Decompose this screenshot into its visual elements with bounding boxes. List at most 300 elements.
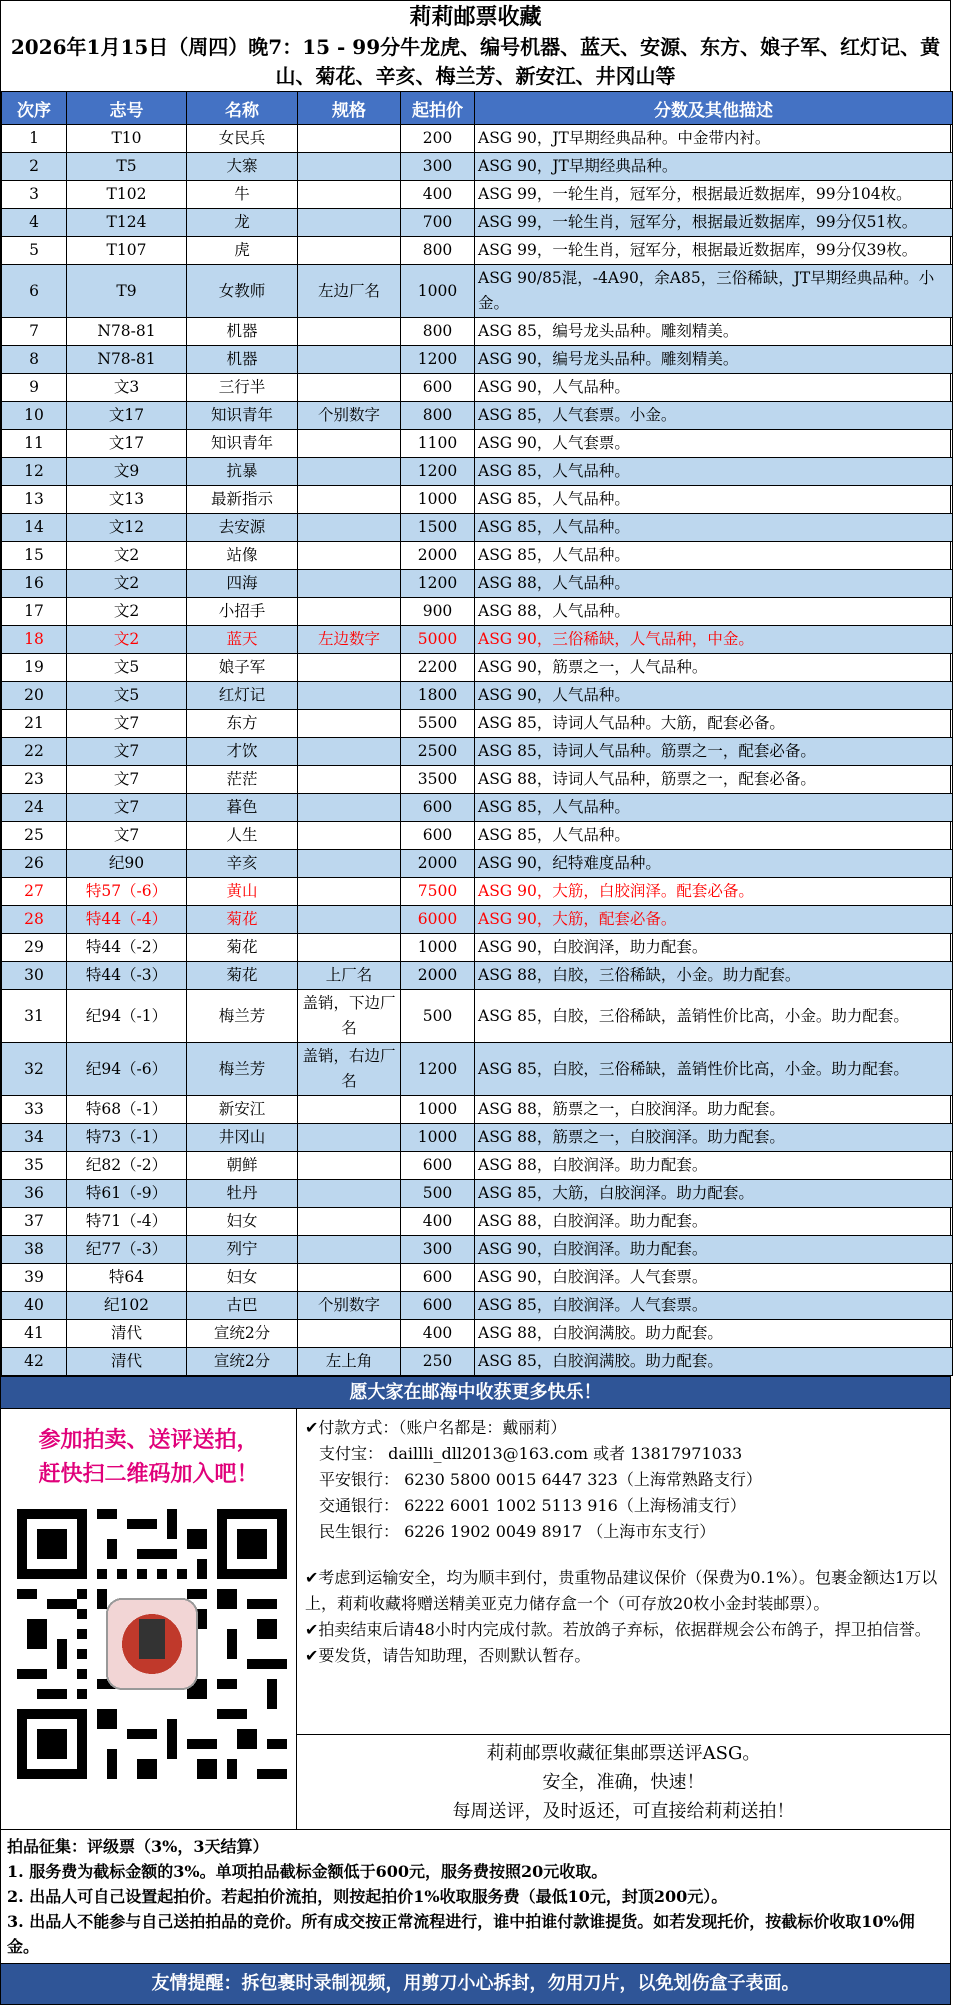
lot-spec [298, 1124, 401, 1152]
lot-start-price: 900 [401, 598, 475, 626]
lot-spec: 上厂名 [298, 962, 401, 990]
lot-spec [298, 209, 401, 237]
lot-start-price: 500 [401, 1180, 475, 1208]
lot-start-price: 400 [401, 1320, 475, 1348]
lot-name: 红灯记 [187, 682, 298, 710]
lot-spec [298, 1180, 401, 1208]
lot-description: ASG 85，编号龙头品种。雕刻精美。 [475, 318, 953, 346]
table-row [2, 1236, 953, 1264]
lot-number: 30 [2, 962, 67, 990]
lot-number: 18 [2, 626, 67, 654]
lot-name: 茫茫 [187, 766, 298, 794]
lot-name: 虎 [187, 237, 298, 265]
lot-number: 39 [2, 1264, 67, 1292]
lot-spec [298, 878, 401, 906]
lot-start-price: 1200 [401, 570, 475, 598]
lot-code: 纪82（-2） [67, 1152, 187, 1180]
lot-number: 6 [2, 265, 67, 318]
lot-number: 40 [2, 1292, 67, 1320]
lot-name: 梅兰芳 [187, 1043, 298, 1096]
lot-description: ASG 99，一轮生肖，冠军分，根据最近数据库，99分仅39枚。 [475, 237, 953, 265]
lot-start-price: 800 [401, 237, 475, 265]
lot-number: 1 [2, 125, 67, 153]
lot-number: 25 [2, 822, 67, 850]
lot-name: 朝鲜 [187, 1152, 298, 1180]
table-row [2, 934, 953, 962]
lot-start-price: 1500 [401, 514, 475, 542]
lot-number: 12 [2, 458, 67, 486]
sheet-subtitle: 2026年1月15日（周四）晚7：15 - 99分牛龙虎、编号机器、蓝天、安源、东方、娘子军、红灯记、黄山、菊花、辛亥、梅兰芳、新安江、井冈山等 [10, 35, 941, 88]
rule-3: 3. 出品人不能参与自己送拍拍品的竞价。所有成交按正常流程进行，谁中拍谁付款谁提货。如若发现托价，按截标价收取10%佣金。 [7, 1912, 915, 1956]
lot-spec: 个别数字 [298, 402, 401, 430]
lot-name: 去安源 [187, 514, 298, 542]
lot-description: ASG 88，筋票之一，白胶润泽。助力配套。 [475, 1124, 953, 1152]
lot-description: ASG 90，三俗稀缺，人气品种，中金。 [475, 626, 953, 654]
table-row [2, 486, 953, 514]
lot-description: ASG 85，诗词人气品种。筋票之一，配套必备。 [475, 738, 953, 766]
lot-name: 娘子军 [187, 654, 298, 682]
lot-description: ASG 90，白胶润泽，助力配套。 [475, 934, 953, 962]
slogan [297, 1735, 950, 1826]
lot-spec [298, 570, 401, 598]
lot-start-price: 800 [401, 318, 475, 346]
lot-name: 新安江 [187, 1096, 298, 1124]
lot-name: 最新指示 [187, 486, 298, 514]
lot-code: 文7 [67, 794, 187, 822]
table-row [2, 1180, 953, 1208]
lot-spec [298, 850, 401, 878]
lot-description: ASG 90，白胶润泽。人气套票。 [475, 1264, 953, 1292]
lot-number: 26 [2, 850, 67, 878]
lot-name: 站像 [187, 542, 298, 570]
lot-description: ASG 90/85混，-4A90，余A85，三俗稀缺，JT早期经典品种。小金。 [475, 265, 953, 318]
lot-spec [298, 374, 401, 402]
sheet-header [1, 1, 950, 91]
lot-description: ASG 88，白胶，三俗稀缺，小金。助力配套。 [475, 962, 953, 990]
promo-text [1, 1423, 296, 1491]
bank-account-pingan: 平安银行： 6230 5800 0015 6447 323（上海常熟路支行） [319, 1470, 762, 1489]
lot-code: T102 [67, 181, 187, 209]
lot-start-price: 200 [401, 125, 475, 153]
lot-name: 菊花 [187, 906, 298, 934]
table-row [2, 906, 953, 934]
payment-info [297, 1409, 950, 1735]
lot-number: 42 [2, 1348, 67, 1376]
table-row [2, 1152, 953, 1180]
lot-number: 41 [2, 1320, 67, 1348]
lot-spec [298, 430, 401, 458]
lot-name: 列宁 [187, 1236, 298, 1264]
lot-spec [298, 794, 401, 822]
lot-description: ASG 90，编号龙头品种。雕刻精美。 [475, 346, 953, 374]
table-row [2, 1208, 953, 1236]
table-row [2, 990, 953, 1043]
lot-description: ASG 90，纪特难度品种。 [475, 850, 953, 878]
shipping-note: ✔考虑到运输安全，均为顺丰到付，贵重物品建议保价（保费为0.1%）。包裹金额达1万以上，莉莉收藏将赠送精美亚克力储存盒一个（可存放20枚小金封装邮票）。 [305, 1568, 938, 1613]
lot-start-price: 1800 [401, 682, 475, 710]
lot-name: 大寨 [187, 153, 298, 181]
table-row [2, 794, 953, 822]
lot-start-price: 250 [401, 1348, 475, 1376]
table-row [2, 598, 953, 626]
table-row [2, 265, 953, 318]
lot-start-price: 400 [401, 1208, 475, 1236]
lot-code: 文7 [67, 822, 187, 850]
lot-description: ASG 85，白胶，三俗稀缺，盖销性价比高，小金。助力配套。 [475, 990, 953, 1043]
table-row [2, 318, 953, 346]
table-row [2, 374, 953, 402]
table-row [2, 1292, 953, 1320]
lot-description: ASG 85，白胶润满胶。助力配套。 [475, 1348, 953, 1376]
lot-number: 4 [2, 209, 67, 237]
col-header-order: 次序 [2, 92, 67, 125]
lot-description: ASG 88，人气品种。 [475, 598, 953, 626]
lot-code: 特57（-6） [67, 878, 187, 906]
table-row [2, 626, 953, 654]
lot-description: ASG 85，人气品种。 [475, 794, 953, 822]
lot-number: 19 [2, 654, 67, 682]
lot-description: ASG 85，人气品种。 [475, 822, 953, 850]
lot-spec [298, 542, 401, 570]
lot-spec [298, 1236, 401, 1264]
lot-description: ASG 90，JT早期经典品种。 [475, 153, 953, 181]
lot-spec [298, 181, 401, 209]
lot-name: 菊花 [187, 962, 298, 990]
lot-name: 宣统2分 [187, 1348, 298, 1376]
lot-number: 36 [2, 1180, 67, 1208]
lot-spec [298, 458, 401, 486]
lot-code: 文7 [67, 738, 187, 766]
lot-start-price: 600 [401, 374, 475, 402]
slogan-line-2: 安全，准确，快速！ [542, 1772, 705, 1793]
lot-start-price: 3500 [401, 766, 475, 794]
lot-spec [298, 1208, 401, 1236]
lot-code: 文2 [67, 542, 187, 570]
lot-spec [298, 237, 401, 265]
lots-body [2, 125, 953, 1376]
col-header-name: 名称 [187, 92, 298, 125]
lot-name: 牛 [187, 181, 298, 209]
lot-number: 27 [2, 878, 67, 906]
lot-name: 机器 [187, 346, 298, 374]
lot-number: 33 [2, 1096, 67, 1124]
lot-code: 纪77（-3） [67, 1236, 187, 1264]
lot-spec [298, 1320, 401, 1348]
table-row [2, 153, 953, 181]
lot-description: ASG 85，人气品种。 [475, 514, 953, 542]
lot-description: ASG 85，白胶润泽。人气套票。 [475, 1292, 953, 1320]
lot-code: 文17 [67, 402, 187, 430]
lot-description: ASG 88，筋票之一，白胶润泽。助力配套。 [475, 1096, 953, 1124]
lot-name: 女民兵 [187, 125, 298, 153]
lot-spec [298, 934, 401, 962]
payment-panel [297, 1409, 950, 1829]
lot-start-price: 1100 [401, 430, 475, 458]
lot-description: ASG 85，人气品种。 [475, 486, 953, 514]
lot-name: 黄山 [187, 878, 298, 906]
lot-code: 纪94（-1） [67, 990, 187, 1043]
lot-start-price: 300 [401, 153, 475, 181]
table-row [2, 962, 953, 990]
lot-spec: 盖销，下边厂名 [298, 990, 401, 1043]
lot-start-price: 5000 [401, 626, 475, 654]
lot-code: T107 [67, 237, 187, 265]
table-row [2, 850, 953, 878]
lot-start-price: 1000 [401, 934, 475, 962]
lot-name: 菊花 [187, 934, 298, 962]
lot-start-price: 2000 [401, 542, 475, 570]
lot-description: ASG 90，筋票之一，人气品种。 [475, 654, 953, 682]
bank-account-cmbc: 民生银行： 6226 1902 0049 8917 （上海市东支行） [319, 1522, 716, 1541]
lot-number: 3 [2, 181, 67, 209]
table-row [2, 570, 953, 598]
lot-start-price: 600 [401, 822, 475, 850]
rules-heading: 拍品征集：评级票（3%，3天结算） [7, 1837, 269, 1856]
lot-name: 知识青年 [187, 402, 298, 430]
lot-code: 纪94（-6） [67, 1043, 187, 1096]
lot-start-price: 1000 [401, 486, 475, 514]
lot-start-price: 600 [401, 794, 475, 822]
lot-start-price: 1000 [401, 1124, 475, 1152]
info-section [1, 1408, 950, 1829]
lot-name: 抗暴 [187, 458, 298, 486]
lot-spec [298, 682, 401, 710]
lot-number: 20 [2, 682, 67, 710]
lot-code: 文7 [67, 766, 187, 794]
lot-name: 牡丹 [187, 1180, 298, 1208]
table-row [2, 542, 953, 570]
lot-number: 35 [2, 1152, 67, 1180]
table-row [2, 125, 953, 153]
lot-description: ASG 88，白胶润泽。助力配套。 [475, 1208, 953, 1236]
lot-spec: 左边数字 [298, 626, 401, 654]
lot-description: ASG 85，大筋，白胶润泽。助力配套。 [475, 1180, 953, 1208]
lot-description: ASG 85，白胶，三俗稀缺，盖销性价比高，小金。助力配套。 [475, 1043, 953, 1096]
lot-code: 特44（-3） [67, 962, 187, 990]
lot-number: 34 [2, 1124, 67, 1152]
qr-code-icon[interactable] [17, 1509, 287, 1779]
lot-spec [298, 822, 401, 850]
lot-start-price: 600 [401, 1292, 475, 1320]
lots-table [1, 91, 953, 1376]
table-row [2, 514, 953, 542]
lot-code: 文12 [67, 514, 187, 542]
lot-code: 特44（-2） [67, 934, 187, 962]
lot-name: 妇女 [187, 1264, 298, 1292]
lot-number: 31 [2, 990, 67, 1043]
lot-name: 龙 [187, 209, 298, 237]
lot-description: ASG 85，人气套票。小金。 [475, 402, 953, 430]
lot-code: 文7 [67, 710, 187, 738]
lot-description: ASG 88，白胶润泽。助力配套。 [475, 1152, 953, 1180]
lot-number: 10 [2, 402, 67, 430]
promo-panel [1, 1409, 297, 1829]
lot-number: 37 [2, 1208, 67, 1236]
lot-spec [298, 1096, 401, 1124]
lot-code: 文5 [67, 682, 187, 710]
col-header-desc: 分数及其他描述 [475, 92, 953, 125]
lot-start-price: 800 [401, 402, 475, 430]
lot-spec [298, 1152, 401, 1180]
lot-start-price: 600 [401, 1152, 475, 1180]
lot-number: 8 [2, 346, 67, 374]
lot-code: T5 [67, 153, 187, 181]
table-row [2, 654, 953, 682]
lot-name: 女教师 [187, 265, 298, 318]
lot-spec [298, 598, 401, 626]
rule-2: 2. 出品人可自己设置起拍价。若起拍价流拍，则按起拍价1%收取服务费（最低10元，封顶200元）。 [7, 1887, 728, 1906]
lot-code: 特73（-1） [67, 1124, 187, 1152]
lot-name: 井冈山 [187, 1124, 298, 1152]
lot-number: 5 [2, 237, 67, 265]
lot-number: 17 [2, 598, 67, 626]
lot-description: ASG 90，大筋，白胶润泽。配套必备。 [475, 878, 953, 906]
lot-code: 文3 [67, 374, 187, 402]
lot-spec [298, 486, 401, 514]
lot-code: 特44（-4） [67, 906, 187, 934]
lot-start-price: 1200 [401, 1043, 475, 1096]
lot-name: 东方 [187, 710, 298, 738]
lot-spec: 个别数字 [298, 1292, 401, 1320]
promo-line-1: 参加拍卖、送评送拍， [38, 1427, 259, 1453]
lot-code: 文2 [67, 598, 187, 626]
lot-description: ASG 90，人气品种。 [475, 374, 953, 402]
lot-number: 21 [2, 710, 67, 738]
lot-code: 文9 [67, 458, 187, 486]
table-row [2, 402, 953, 430]
lot-number: 13 [2, 486, 67, 514]
lot-code: T9 [67, 265, 187, 318]
lot-start-price: 1000 [401, 265, 475, 318]
payment-deadline-note: ✔拍卖结束后请48小时内完成付款。若放鸽子弃标，依据群规会公布鸽子，捍卫拍信誉。 [305, 1620, 931, 1639]
lot-start-price: 1000 [401, 1096, 475, 1124]
lot-start-price: 1200 [401, 346, 475, 374]
lot-name: 小招手 [187, 598, 298, 626]
lot-spec [298, 318, 401, 346]
table-row [2, 430, 953, 458]
lot-start-price: 500 [401, 990, 475, 1043]
col-header-code: 志号 [67, 92, 187, 125]
lot-description: ASG 90，人气套票。 [475, 430, 953, 458]
lot-number: 32 [2, 1043, 67, 1096]
lot-start-price: 5500 [401, 710, 475, 738]
lot-name: 人生 [187, 822, 298, 850]
table-row [2, 237, 953, 265]
col-header-price: 起拍价 [401, 92, 475, 125]
lot-code: N78-81 [67, 346, 187, 374]
lot-start-price: 1200 [401, 458, 475, 486]
lot-code: 清代 [67, 1320, 187, 1348]
slogan-line-3: 每周送评，及时返还，可直接给莉莉送拍！ [452, 1801, 795, 1822]
lot-description: ASG 88，白胶润满胶。助力配套。 [475, 1320, 953, 1348]
lot-start-price: 400 [401, 181, 475, 209]
sheet-title: 莉莉邮票收藏 [409, 4, 542, 30]
lot-code: N78-81 [67, 318, 187, 346]
lot-name: 蓝天 [187, 626, 298, 654]
lot-spec [298, 514, 401, 542]
lot-spec [298, 906, 401, 934]
lot-name: 才饮 [187, 738, 298, 766]
lot-description: ASG 85，人气品种。 [475, 542, 953, 570]
lot-description: ASG 90，人气品种。 [475, 682, 953, 710]
lot-code: 特61（-9） [67, 1180, 187, 1208]
table-row [2, 1264, 953, 1292]
lot-code: 文2 [67, 570, 187, 598]
lot-code: 特68（-1） [67, 1096, 187, 1124]
table-row [2, 766, 953, 794]
table-row [2, 682, 953, 710]
lot-description: ASG 99，一轮生肖，冠军分，根据最近数据库，99分仅51枚。 [475, 209, 953, 237]
lot-start-price: 2000 [401, 962, 475, 990]
lot-start-price: 2500 [401, 738, 475, 766]
greeting-banner: 愿大家在邮海中收获更多快乐！ [1, 1376, 950, 1408]
lot-number: 23 [2, 766, 67, 794]
lot-description: ASG 85，诗词人气品种。大筋，配套必备。 [475, 710, 953, 738]
lot-description: ASG 99，一轮生肖，冠军分，根据最近数据库，99分104枚。 [475, 181, 953, 209]
lot-spec: 左边厂名 [298, 265, 401, 318]
lot-description: ASG 90，JT早期经典品种。中金带内衬。 [475, 125, 953, 153]
col-header-spec: 规格 [298, 92, 401, 125]
lot-code: 特71（-4） [67, 1208, 187, 1236]
lot-name: 机器 [187, 318, 298, 346]
lot-spec [298, 153, 401, 181]
promo-line-2: 赶快扫二维码加入吧！ [38, 1461, 259, 1487]
lot-code: 特64 [67, 1264, 187, 1292]
lot-start-price: 2200 [401, 654, 475, 682]
lot-name: 梅兰芳 [187, 990, 298, 1043]
slogan-line-1: 莉莉邮票收藏征集邮票送评ASG。 [486, 1743, 761, 1764]
table-header-row [2, 92, 953, 125]
lot-name: 妇女 [187, 1208, 298, 1236]
table-row [2, 878, 953, 906]
lot-number: 2 [2, 153, 67, 181]
lot-spec [298, 346, 401, 374]
lot-name: 辛亥 [187, 850, 298, 878]
table-row [2, 458, 953, 486]
lot-code: T124 [67, 209, 187, 237]
lot-start-price: 300 [401, 1236, 475, 1264]
lot-number: 7 [2, 318, 67, 346]
table-row [2, 1043, 953, 1096]
lot-spec [298, 766, 401, 794]
lot-code: 纪90 [67, 850, 187, 878]
lot-spec [298, 1264, 401, 1292]
alipay-account: 支付宝： daillli_dll2013@163.com 或者 13817971033 [319, 1444, 743, 1463]
table-row [2, 710, 953, 738]
lot-code: 文5 [67, 654, 187, 682]
lot-code: 文17 [67, 430, 187, 458]
reminder-footer: 友情提醒：拆包裹时录制视频，用剪刀小心拆封，勿用刀片，以免划伤盒子表面。 [1, 1963, 950, 2004]
table-row [2, 1124, 953, 1152]
lot-number: 11 [2, 430, 67, 458]
lot-spec [298, 738, 401, 766]
lot-start-price: 6000 [401, 906, 475, 934]
lot-number: 38 [2, 1236, 67, 1264]
table-row [2, 1348, 953, 1376]
table-row [2, 738, 953, 766]
lot-number: 28 [2, 906, 67, 934]
lot-number: 22 [2, 738, 67, 766]
lot-start-price: 600 [401, 1264, 475, 1292]
table-row [2, 346, 953, 374]
lot-name: 暮色 [187, 794, 298, 822]
lot-number: 14 [2, 514, 67, 542]
lot-spec [298, 710, 401, 738]
bank-account-bocom: 交通银行： 6222 6001 1002 5113 916（上海杨浦支行） [319, 1496, 746, 1515]
lot-description: ASG 90，白胶润泽。助力配套。 [475, 1236, 953, 1264]
lot-spec: 盖销，右边厂名 [298, 1043, 401, 1096]
table-row [2, 1096, 953, 1124]
